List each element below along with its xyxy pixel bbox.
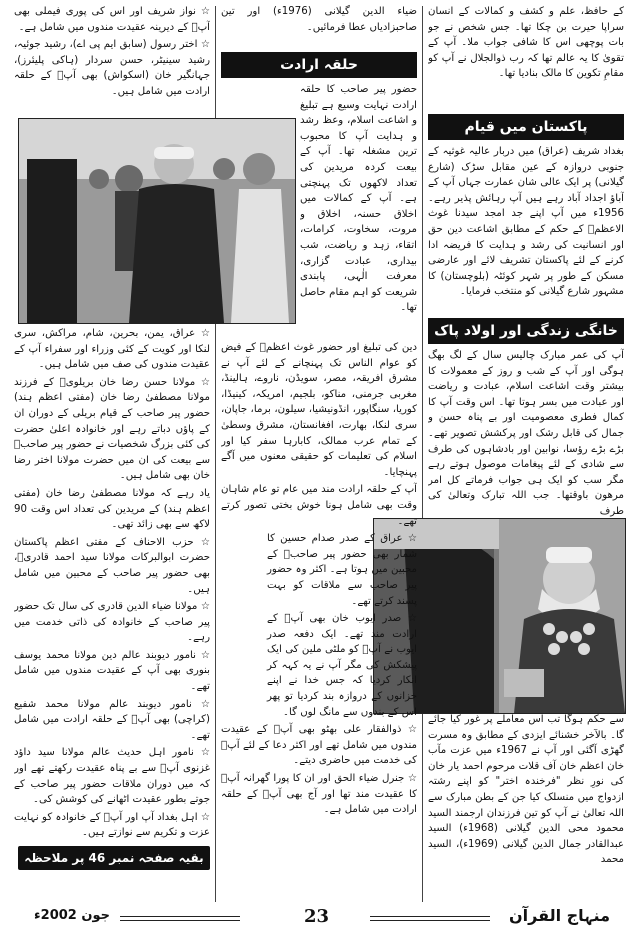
section-heading-pakistan: پاکستان میں قیام (428, 114, 624, 140)
intro-paragraph: کے حافظ، علم و کشف و کمالات کے انسان سراپا حیرت بن چکا تھا۔ جس شخص نے جو بات پوچھی اس کا شافی جواب ملا۔ آپ کے تقویٰ کا یہ عالم تھا کہ رب ذوالجلال نے آپ کو مقامِ تکوین کا مالک بنادیا تھا۔ (428, 6, 624, 80)
paragraph: یاد رہے کہ مولانا مصطفیٰ رضا خان (مفتی اعظم ہند) کے مریدین کی تعداد اس وقت 90 لاکھ سے بھی زائد تھی۔ (14, 487, 210, 531)
paragraph: سے حکم ہوگا تب اس معاملے پر غور کیا جائے گا۔ بالآخر خشنائے ایزدی کے مطابق وہ مسرت گھڑی آگئی اور آپ نے 1967ء میں عزت مآب خان اعظم خان آف قلات مرحوم احمد یار خان کی نورِ نظر "فرخندہ اختر" کو اپنے رشتہ ازدواج میں منسلک کیا جن کے بطن مبارک سے اللہ تعالیٰ نے آپ کو تین فرزندان ارجمند السید محمود محی الدین گیلانی (1968ء) السید عبدالقادر جمال الدین گیلانی (1969ء)، السید محمد (428, 714, 624, 866)
paragraph: آپ کی عمر مبارک چالیس سال کے لگ بھگ ہوگی اور آپ کے شب و روز کے معمولات کا بیشتر وقت اشاعت اسلام، عبادت و ریاضت اور عبادت میں بسر ہوتا تھا۔ اس وقت آپ کا کمال فطری معصومیت اور بے پناہ حسن و جمال کی قابل رشک اور پرکشش تصویر تھے۔ بڑے بڑے رؤسا، نوابین اور بادشاہوں کی طرف سے شادی کے لئے پیغامات موصول ہوتے رہے مگر سب کو ایک ہی جواب فرماتے کل امر مرھون باوقتھا۔ جب اللہ تبارک وتعالیٰ کی طرف (428, 350, 624, 517)
right-column-section3 (428, 712, 624, 894)
paragraph: آپ کے حلقہ ارادت مند میں عام تو عام شاہان وقت بھی شامل ہونا خوش بختی تصور کرتے تھے۔ (221, 484, 417, 527)
middle-column-section2 (221, 340, 417, 894)
paragraph: ☆ جنرل ضیاء الحق اور ان کا پورا گھرانہ آپؒ کا عقیدت مند تھا اور آج بھی آپؒ کے حلقہ ارادت میں شامل ہے۔ (221, 773, 417, 816)
footer-rule (120, 916, 240, 917)
middle-column-section1 (300, 82, 417, 338)
paragraph: ☆ مولانا ضیاء الدین قادری کی سال تک حضور پیر صاحب کے خانوادہ کی ذاتی خدمت میں رہے۔ (14, 601, 210, 644)
magazine-title: منہاج القرآن (508, 906, 610, 925)
footer-rule (120, 920, 240, 921)
photo-shrine-visit (18, 118, 296, 324)
section-heading-family: خانگی زندگی اور اولاد پاک (428, 318, 624, 344)
right-column-section1 (428, 144, 624, 314)
paragraph: ☆ مولانا حسن رضا خان بریلویؒ کے فرزند مولانا مصطفیٰ رضا خان (مفتی اعظم ہند) حضور پیر صاحب کے قیام بریلی کے دوران ان کے پاؤں دباتے رہے اور خانوادہ اعلیٰ حضرت کی کئی بزرگ شخصیات نے حضور پیر صاحبؒ سے بیعت کی ان میں حضرت مولانا اختر رضا خان بھی شامل ہیں۔ (14, 376, 210, 482)
paragraph: ☆ عراق، یمن، بحرین، شام، مراکش، سری لنکا اور کویت کے کئی وزراء اور سفراء آپ کے عقیدت مندوں کی صف میں شامل ہیں۔ (14, 328, 210, 371)
paragraph: ☆ عراق کے صدر صدام حسین کا شمار بھی حضور پیر صاحبؒ کے محبین میں ہوتا ہے۔ اکثر وہ حضور پیر صاحب سے ملاقات کو بہت پسند کرتے تھے۔ (267, 533, 417, 607)
paragraph: ☆ نواز شریف اور اس کی پوری فیملی بھی آپؒ کے دیرینہ عقیدت مندوں میں شامل ہے۔ (14, 6, 210, 33)
footer-rule (370, 920, 490, 921)
paragraph: ☆ حزب الاحناف کے مفتی اعظم پاکستان حضرت ابوالبرکات مولانا سید احمد قادریؒ، بھی حضور پیر صاحب کے محبین میں شامل ہیں۔ (14, 536, 210, 595)
left-column-top (14, 4, 210, 116)
paragraph: ☆ نامور دیوبند عالم دین مولانا محمد یوسف بنوری بھی آپ کے عقیدت مندوں میں شامل تھے۔ (14, 649, 210, 693)
paragraph: ☆ ذوالفقار علی بھٹو بھی آپؒ کے عقیدت مندوں میں شامل تھے اور اکثر دعا کے لئے آپؒ کی خدمت میں حاضری دیتے۔ (221, 724, 417, 767)
footer-rule (370, 916, 490, 917)
left-column-main (14, 326, 210, 840)
issue-date: جون 2002ء (34, 908, 110, 923)
paragraph: دین کی تبلیغ اور حضور غوث اعظمؒ کے فیض کو عوام الناس تک پہنچانے کے لئے آپ نے مشرق افریقہ، مصر، سویڈن، ناروے، ہالینڈ، مغربی جرمنی، مناکو، بلجیم، امریکہ، کینیڈا، کوریا، سنگاپور، انڈونیشیا، سیلون، برما، جاپان، سری لنکا، بھارت، افغانستان، مشرق وسطیٰ کے تمام عرب ممالک، کابارہا سفر کیا اور اسلام کی تعلیمات کو حقیقی معنوں میں آگے پہنچایا۔ (221, 342, 417, 478)
right-column-top (428, 4, 624, 122)
photo-illustration (19, 119, 295, 323)
paragraph: ☆ اختر رسول (سابق ایم پی اے)، رشید جوئیہ، رشید سینیٹر، حسن سردار (ہاکی پلیئرز)، جہانگیر خان (اسکواش) بھی آپؒ کے حلقہ ارادت میں شامل ہیں۔ (14, 39, 210, 97)
middle-column-top (221, 4, 417, 48)
paragraph: ☆ نامور اہل حدیث عالم مولانا سید داؤد غزنوی آپؒ سے بے پناہ عقیدت رکھتے تھے اور کہ میں دوران ملاقات حضور پیر صاحب کے جوتے بطور عقیدت اٹھانے کی کوشش کی۔ (14, 747, 210, 806)
paragraph: بغداد شریف (عراق) میں دربار عالیہ غوثیہ کے جنوبی دروازہ کے عین مقابل سڑک (شارع گیلانی) پر ایک عالی شان عمارت جہاں آپ کے آباؤ اجداد آباد رہے ہیں آپ رہائش پذیر رہے۔ 1956ء میں آپ اپنے جد امجد سیدنا غوث الاعظمؒ کے حکم کے مطابق اشاعت دین حق اور انسانیت کی رشد و ہدایت کا فریضہ ادا کرنے کے لئے پاکستان تشریف لائے اور عارضی مسکن کے طور پر شہر کوئٹہ (بلوچستان) کا مشہور شارع گیلانی کو منتخب فرمایا۔ (428, 146, 624, 298)
paragraph: ☆ صدر ایوب خان بھی آپؒ کے ارادت مند تھے۔ ایک دفعہ صدر ایوب نے آپؒ کو ملٹی ملین کی ایک پیشکش کی مگر آپ نے یہ کہہ کر انکار کردیا کہ جس خدا نے اپنے خزانوں کے دروازہ بند کردیا تو پھر اس کے بندوں سے مانگ لوں گا۔ (267, 613, 417, 718)
section-heading-circle: حلقہ ارادت (221, 52, 417, 78)
paragraph: ☆ نامور دیوبند عالم مولانا محمد شفیع (کراچی) بھی آپؒ کے حلقہ ارادت میں شامل تھے۔ (14, 698, 210, 741)
paragraph: حضور پیر صاحب کا حلقہ ارادت نہایت وسیع ہے تبلیغ و اشاعت اسلام، وعظ رشد و ہدایت آپ کا محبوب ترین مشغلہ تھا۔ آپ کے بیعت کردہ مریدین کی تعداد لاکھوں تک پہنچتی ہے۔ آپ کے کمالات میں اخلاق حسنہ، اخلاق و مروت، سخاوت، کرامات، اتقاء، زہد و ریاضت، شب بیداری، عبادت گزاری، معرفت الٰہی، پابندی شریعت کو اہم مقام حاصل تھا۔ (300, 84, 417, 314)
paragraph: ضیاء الدین گیلانی (1976ء) اور تین صاحبزادیاں عطا فرمائیں۔ (221, 6, 417, 33)
page-number: 23 (304, 906, 330, 927)
paragraph: ☆ اہل بغداد آپ اور آپؒ کے خانوادہ کو نہایت عزت و تکریم سے نوازتے ہیں۔ (14, 811, 210, 839)
column-rule (422, 6, 423, 902)
continued-on-page-banner: بقیہ صفحہ نمبر 46 پر ملاحظہ فرمائیں (18, 846, 210, 870)
